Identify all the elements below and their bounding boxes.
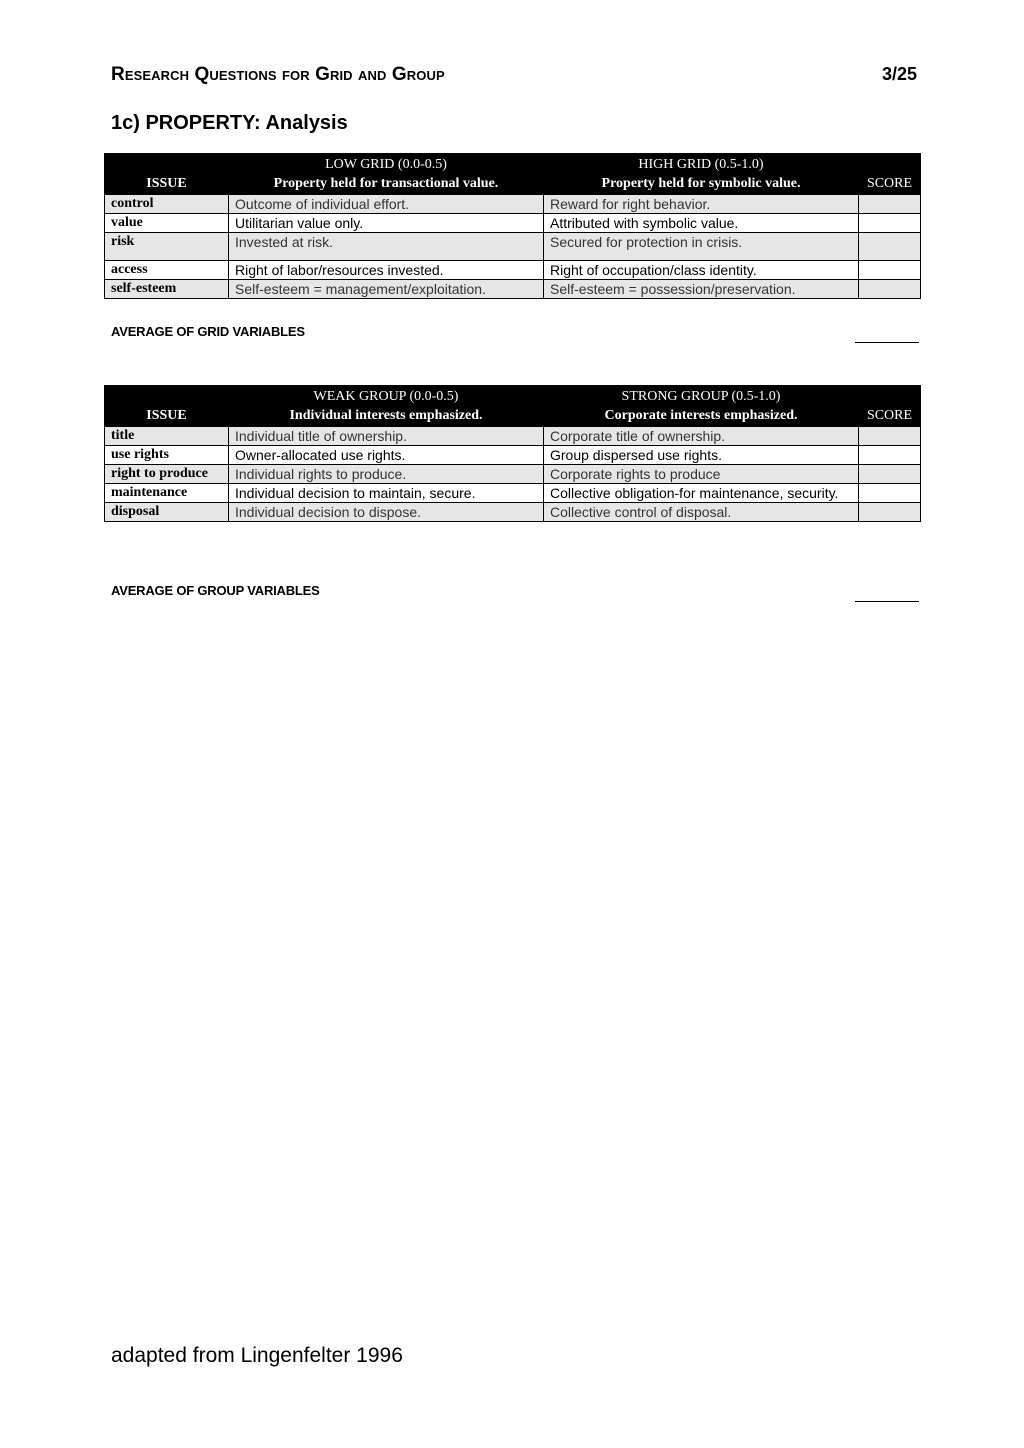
document-title: Research Questions for Grid and Group <box>111 64 445 85</box>
high-grid-header <box>544 154 859 195</box>
high-cell: Corporate rights to produce <box>544 465 859 484</box>
table-row <box>105 503 921 522</box>
weak-group-header <box>229 386 544 427</box>
score-cell[interactable] <box>859 446 921 465</box>
table-row <box>105 484 921 503</box>
issue-cell: control <box>105 195 229 214</box>
low-cell: Invested at risk. <box>229 233 544 261</box>
high-cell: Right of occupation/class identity. <box>544 261 859 280</box>
table-row <box>105 214 921 233</box>
score-header: SCORE <box>859 386 921 427</box>
issue-cell: title <box>105 427 229 446</box>
low-cell: Self-esteem = management/exploitation. <box>229 280 544 299</box>
high-cell: Group dispersed use rights. <box>544 446 859 465</box>
grid-table-header <box>105 154 921 195</box>
running-header <box>111 64 917 86</box>
issue-header: ISSUE <box>105 386 229 427</box>
grid-average-label: AVERAGE OF GRID VARIABLES <box>111 324 305 339</box>
high-grid-header-range: HIGH GRID (0.5-1.0) <box>638 157 764 172</box>
issue-cell: maintenance <box>105 484 229 503</box>
low-grid-header-range: LOW GRID (0.0-0.5) <box>325 157 447 172</box>
score-cell[interactable] <box>859 427 921 446</box>
table-row <box>105 261 921 280</box>
group-table <box>104 385 921 522</box>
issue-cell: access <box>105 261 229 280</box>
source-note: adapted from Lingenfelter 1996 <box>111 1344 403 1367</box>
low-cell: Individual rights to produce. <box>229 465 544 484</box>
score-cell[interactable] <box>859 503 921 522</box>
issue-cell: right to produce <box>105 465 229 484</box>
score-cell[interactable] <box>859 233 921 261</box>
low-cell: Right of labor/resources invested. <box>229 261 544 280</box>
issue-cell: value <box>105 214 229 233</box>
strong-group-header <box>544 386 859 427</box>
group-average-blank[interactable] <box>855 601 919 602</box>
score-cell[interactable] <box>859 195 921 214</box>
issue-cell: risk <box>105 233 229 261</box>
high-cell: Corporate title of ownership. <box>544 427 859 446</box>
group-average-label: AVERAGE OF GROUP VARIABLES <box>111 583 320 598</box>
low-cell: Individual decision to dispose. <box>229 503 544 522</box>
low-grid-header-desc: Property held for transactional value. <box>273 176 499 191</box>
low-grid-header <box>229 154 544 195</box>
table-row <box>105 195 921 214</box>
score-cell[interactable] <box>859 261 921 280</box>
high-grid-header-desc: Property held for symbolic value. <box>601 176 801 191</box>
score-cell[interactable] <box>859 280 921 299</box>
issue-cell: use rights <box>105 446 229 465</box>
score-cell[interactable] <box>859 214 921 233</box>
low-cell: Owner-allocated use rights. <box>229 446 544 465</box>
issue-cell: self-esteem <box>105 280 229 299</box>
low-cell: Individual decision to maintain, secure. <box>229 484 544 503</box>
grid-table <box>104 153 921 299</box>
issue-header: ISSUE <box>105 154 229 195</box>
high-cell: Collective obligation-for maintenance, security. <box>544 484 859 503</box>
high-cell: Collective control of disposal. <box>544 503 859 522</box>
table-row <box>105 280 921 299</box>
group-table-header <box>105 386 921 427</box>
score-cell[interactable] <box>859 484 921 503</box>
high-cell: Attributed with symbolic value. <box>544 214 859 233</box>
weak-group-header-desc: Individual interests emphasized. <box>289 408 483 423</box>
table-row <box>105 233 921 261</box>
issue-cell: disposal <box>105 503 229 522</box>
table-row <box>105 427 921 446</box>
score-header: SCORE <box>859 154 921 195</box>
grid-average-blank[interactable] <box>855 342 919 343</box>
strong-group-header-range: STRONG GROUP (0.5-1.0) <box>621 389 781 404</box>
table-row <box>105 465 921 484</box>
high-cell: Secured for protection in crisis. <box>544 233 859 261</box>
high-cell: Reward for right behavior. <box>544 195 859 214</box>
page-number: 3/25 <box>881 64 917 84</box>
low-cell: Utilitarian value only. <box>229 214 544 233</box>
weak-group-header-range: WEAK GROUP (0.0-0.5) <box>313 389 459 404</box>
table-row <box>105 446 921 465</box>
strong-group-header-desc: Corporate interests emphasized. <box>604 408 798 423</box>
high-cell: Self-esteem = possession/preservation. <box>544 280 859 299</box>
section-title: 1c) PROPERTY: Analysis <box>111 112 348 134</box>
low-cell: Outcome of individual effort. <box>229 195 544 214</box>
score-cell[interactable] <box>859 465 921 484</box>
low-cell: Individual title of ownership. <box>229 427 544 446</box>
